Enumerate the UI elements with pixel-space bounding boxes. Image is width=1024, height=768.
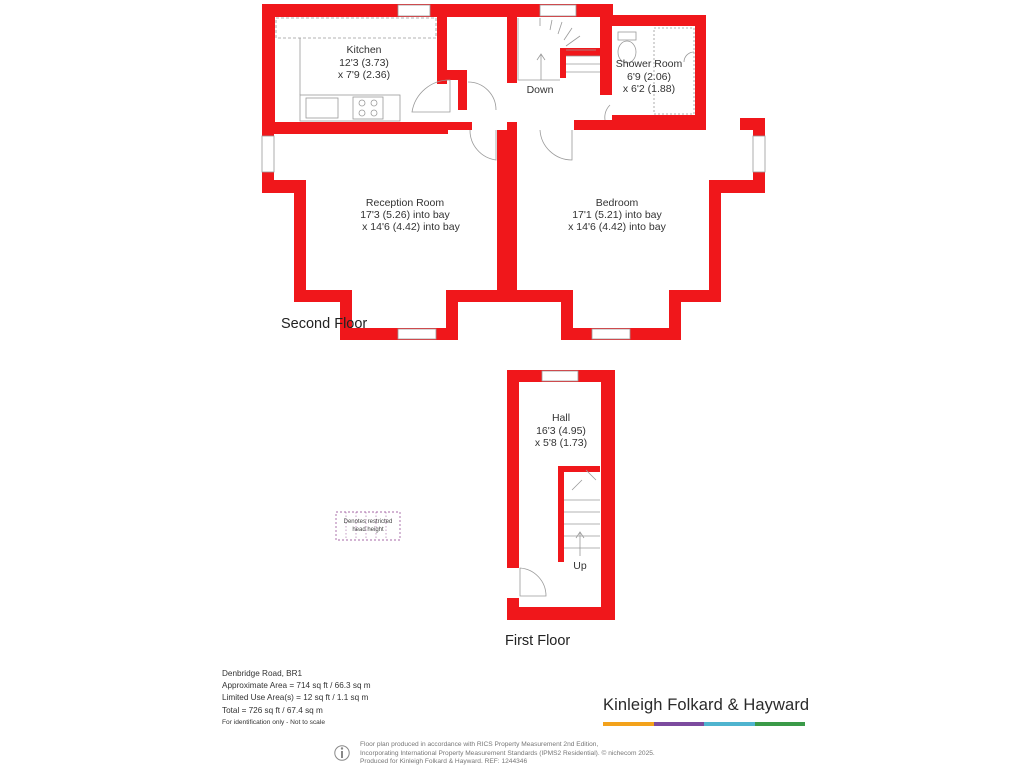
hall-dim1: 16'3 (4.95) — [536, 425, 586, 437]
bedroom-dim1: 17'1 (5.21) into bay — [572, 209, 662, 221]
reception-name: Reception Room — [365, 197, 445, 209]
second-floor-walls — [262, 4, 765, 340]
info-icon — [334, 742, 350, 764]
footer-notes — [360, 741, 655, 767]
kitchen-dim2: x 7'9 (2.36) — [337, 69, 391, 81]
reception-dim2: x 14'6 (4.42) into bay — [362, 221, 460, 233]
restricted-legend-box — [336, 512, 400, 540]
shower-dim2: x 6'2 (1.88) — [622, 83, 676, 95]
kitchen-dim1: 12'3 (3.73) — [339, 57, 389, 69]
hall-door — [506, 568, 546, 598]
restricted-legend-line2: head height — [352, 527, 384, 533]
brand-bar-segment — [654, 722, 705, 726]
stairs-first — [564, 470, 600, 556]
brand-logo — [603, 696, 810, 726]
brand-bar-segment — [704, 722, 755, 726]
hall-dim2: x 5'8 (1.73) — [534, 437, 588, 449]
first-floor-walls — [507, 370, 615, 620]
hall-window — [542, 371, 578, 381]
stairs-up-label: Up — [573, 560, 587, 572]
shower-name: Shower Room — [615, 58, 683, 70]
brand-bar-segment — [755, 722, 806, 726]
property-info — [222, 668, 371, 729]
restricted-legend-hatch — [346, 512, 386, 540]
restricted-legend-line1: Denotes restricted — [343, 519, 393, 525]
hall-name: Hall — [551, 412, 571, 424]
bedroom-name: Bedroom — [595, 197, 639, 209]
total-area: Total = 726 sq ft / 67.4 sq m — [222, 705, 323, 715]
brand-name: Kinleigh Folkard & Hayward — [603, 696, 810, 714]
stairs-down-label: Down — [526, 84, 554, 96]
reception-dim1: 17'3 (5.26) into bay — [360, 209, 450, 221]
identification-note: For identification only - Not to scale — [222, 718, 325, 726]
kitchen-name: Kitchen — [346, 44, 382, 56]
footer-line1: Floor plan produced in accordance with RICS Property Measurement 2nd Edition, — [360, 741, 599, 748]
bedroom-dim2: x 14'6 (4.42) into bay — [568, 221, 666, 233]
approx-area: Approximate Area = 714 sq ft / 66.3 sq m — [222, 681, 371, 691]
footer-line2: Incorporating International Property Measurement Standards (IPMS2 Residential). © nichecom 2025. — [360, 749, 655, 757]
address: Denbridge Road, BR1 — [222, 669, 303, 678]
brand-color-bar — [603, 722, 805, 726]
first-floor-label: First Floor — [505, 633, 571, 649]
second-floor-label: Second Floor — [281, 316, 368, 332]
brand-bar-segment — [603, 722, 654, 726]
limited-use-area: Limited Use Area(s) = 12 sq ft / 1.1 sq m — [222, 693, 369, 703]
footer-line3: Produced for Kinleigh Folkard & Hayward. REF: 1244346 — [360, 758, 528, 766]
shower-dim1: 6'9 (2.06) — [626, 71, 672, 83]
